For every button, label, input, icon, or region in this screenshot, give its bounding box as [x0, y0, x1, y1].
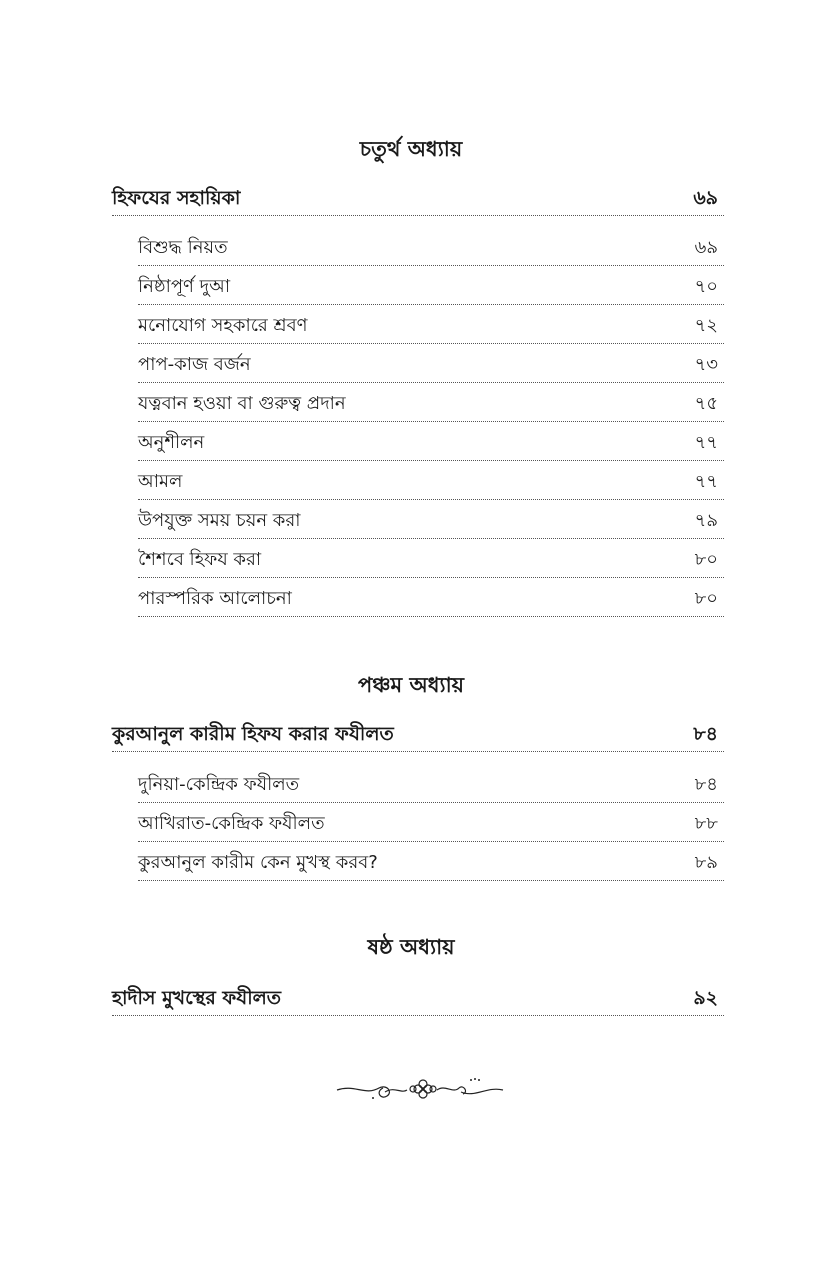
- floral-ornament-icon: [335, 1072, 505, 1106]
- chapter-title-4: চতুর্থ অধ্যায়: [359, 137, 463, 161]
- toc-page-number: ৮৯: [694, 852, 718, 873]
- toc-item[interactable]: [138, 273, 724, 305]
- chapter-title-5: পঞ্চম অধ্যায়: [357, 673, 465, 697]
- chapter-title-6: ষষ্ঠ অধ্যায়: [367, 935, 455, 959]
- toc-item-label: মনোযোগ সহকারে শ্রবণ: [138, 315, 308, 336]
- toc-page-number: ৯২: [693, 987, 718, 1009]
- toc-page-number: ৭৫: [694, 393, 718, 414]
- toc-page-number: ৮০: [694, 549, 718, 570]
- toc-item[interactable]: [138, 390, 724, 422]
- toc-item-label: অনুশীলন: [138, 432, 205, 453]
- toc-item-label: আমল: [138, 471, 183, 492]
- toc-heading-row[interactable]: [112, 184, 724, 216]
- toc-page-number: ৬৯: [694, 237, 718, 258]
- toc-page-number: ৭৭: [694, 471, 718, 492]
- toc-page-number: ৮৮: [694, 813, 718, 834]
- toc-page-number: ৭৩: [694, 354, 718, 375]
- toc-heading-label: হাদীস মুখস্থের ফযীলত: [112, 987, 282, 1009]
- toc-heading-row[interactable]: [112, 720, 724, 752]
- toc-item[interactable]: [138, 546, 724, 578]
- toc-heading-row[interactable]: [112, 984, 724, 1016]
- toc-page-number: ৮৪: [693, 723, 718, 745]
- toc-page-number: ৮৪: [694, 774, 718, 795]
- toc-page-number: ৭৯: [694, 510, 718, 531]
- toc-item-label: শৈশবে হিফয করা: [138, 549, 262, 570]
- toc-item-label: উপযুক্ত সময় চয়ন করা: [138, 510, 301, 531]
- toc-item[interactable]: [138, 312, 724, 344]
- toc-item[interactable]: [138, 849, 724, 881]
- toc-page-number: ৭০: [694, 276, 718, 297]
- toc-item[interactable]: [138, 351, 724, 383]
- toc-item[interactable]: [138, 468, 724, 500]
- toc-item-label: কুরআনুল কারীম কেন মুখস্থ করব?: [138, 852, 378, 873]
- toc-item-label: পাপ-কাজ বর্জন: [138, 354, 251, 375]
- toc-item-label: আখিরাত-কেন্দ্রিক ফযীলত: [138, 813, 325, 834]
- toc-item[interactable]: [138, 507, 724, 539]
- toc-page-number: ৮০: [694, 588, 718, 609]
- toc-item-label: পারস্পরিক আলোচনা: [138, 588, 292, 609]
- toc-item[interactable]: [138, 234, 724, 266]
- toc-page-number: ৭৭: [694, 432, 718, 453]
- toc-page-number: ৬৯: [693, 187, 718, 209]
- toc-page-number: ৭২: [694, 315, 718, 336]
- toc-heading-label: হিফযের সহায়িকা: [112, 187, 241, 209]
- toc-item-label: দুনিয়া-কেন্দ্রিক ফযীলত: [138, 774, 300, 795]
- toc-item-label: নিষ্ঠাপূর্ণ দুআ: [138, 276, 231, 297]
- toc-item[interactable]: [138, 429, 724, 461]
- toc-item-label: বিশুদ্ধ নিয়ত: [138, 237, 228, 258]
- toc-item[interactable]: [138, 771, 724, 803]
- toc-item[interactable]: [138, 810, 724, 842]
- toc-heading-label: কুরআনুল কারীম হিফয করার ফযীলত: [112, 723, 394, 745]
- toc-item[interactable]: [138, 585, 724, 617]
- toc-item-label: যত্নবান হওয়া বা গুরুত্ব প্রদান: [138, 393, 346, 414]
